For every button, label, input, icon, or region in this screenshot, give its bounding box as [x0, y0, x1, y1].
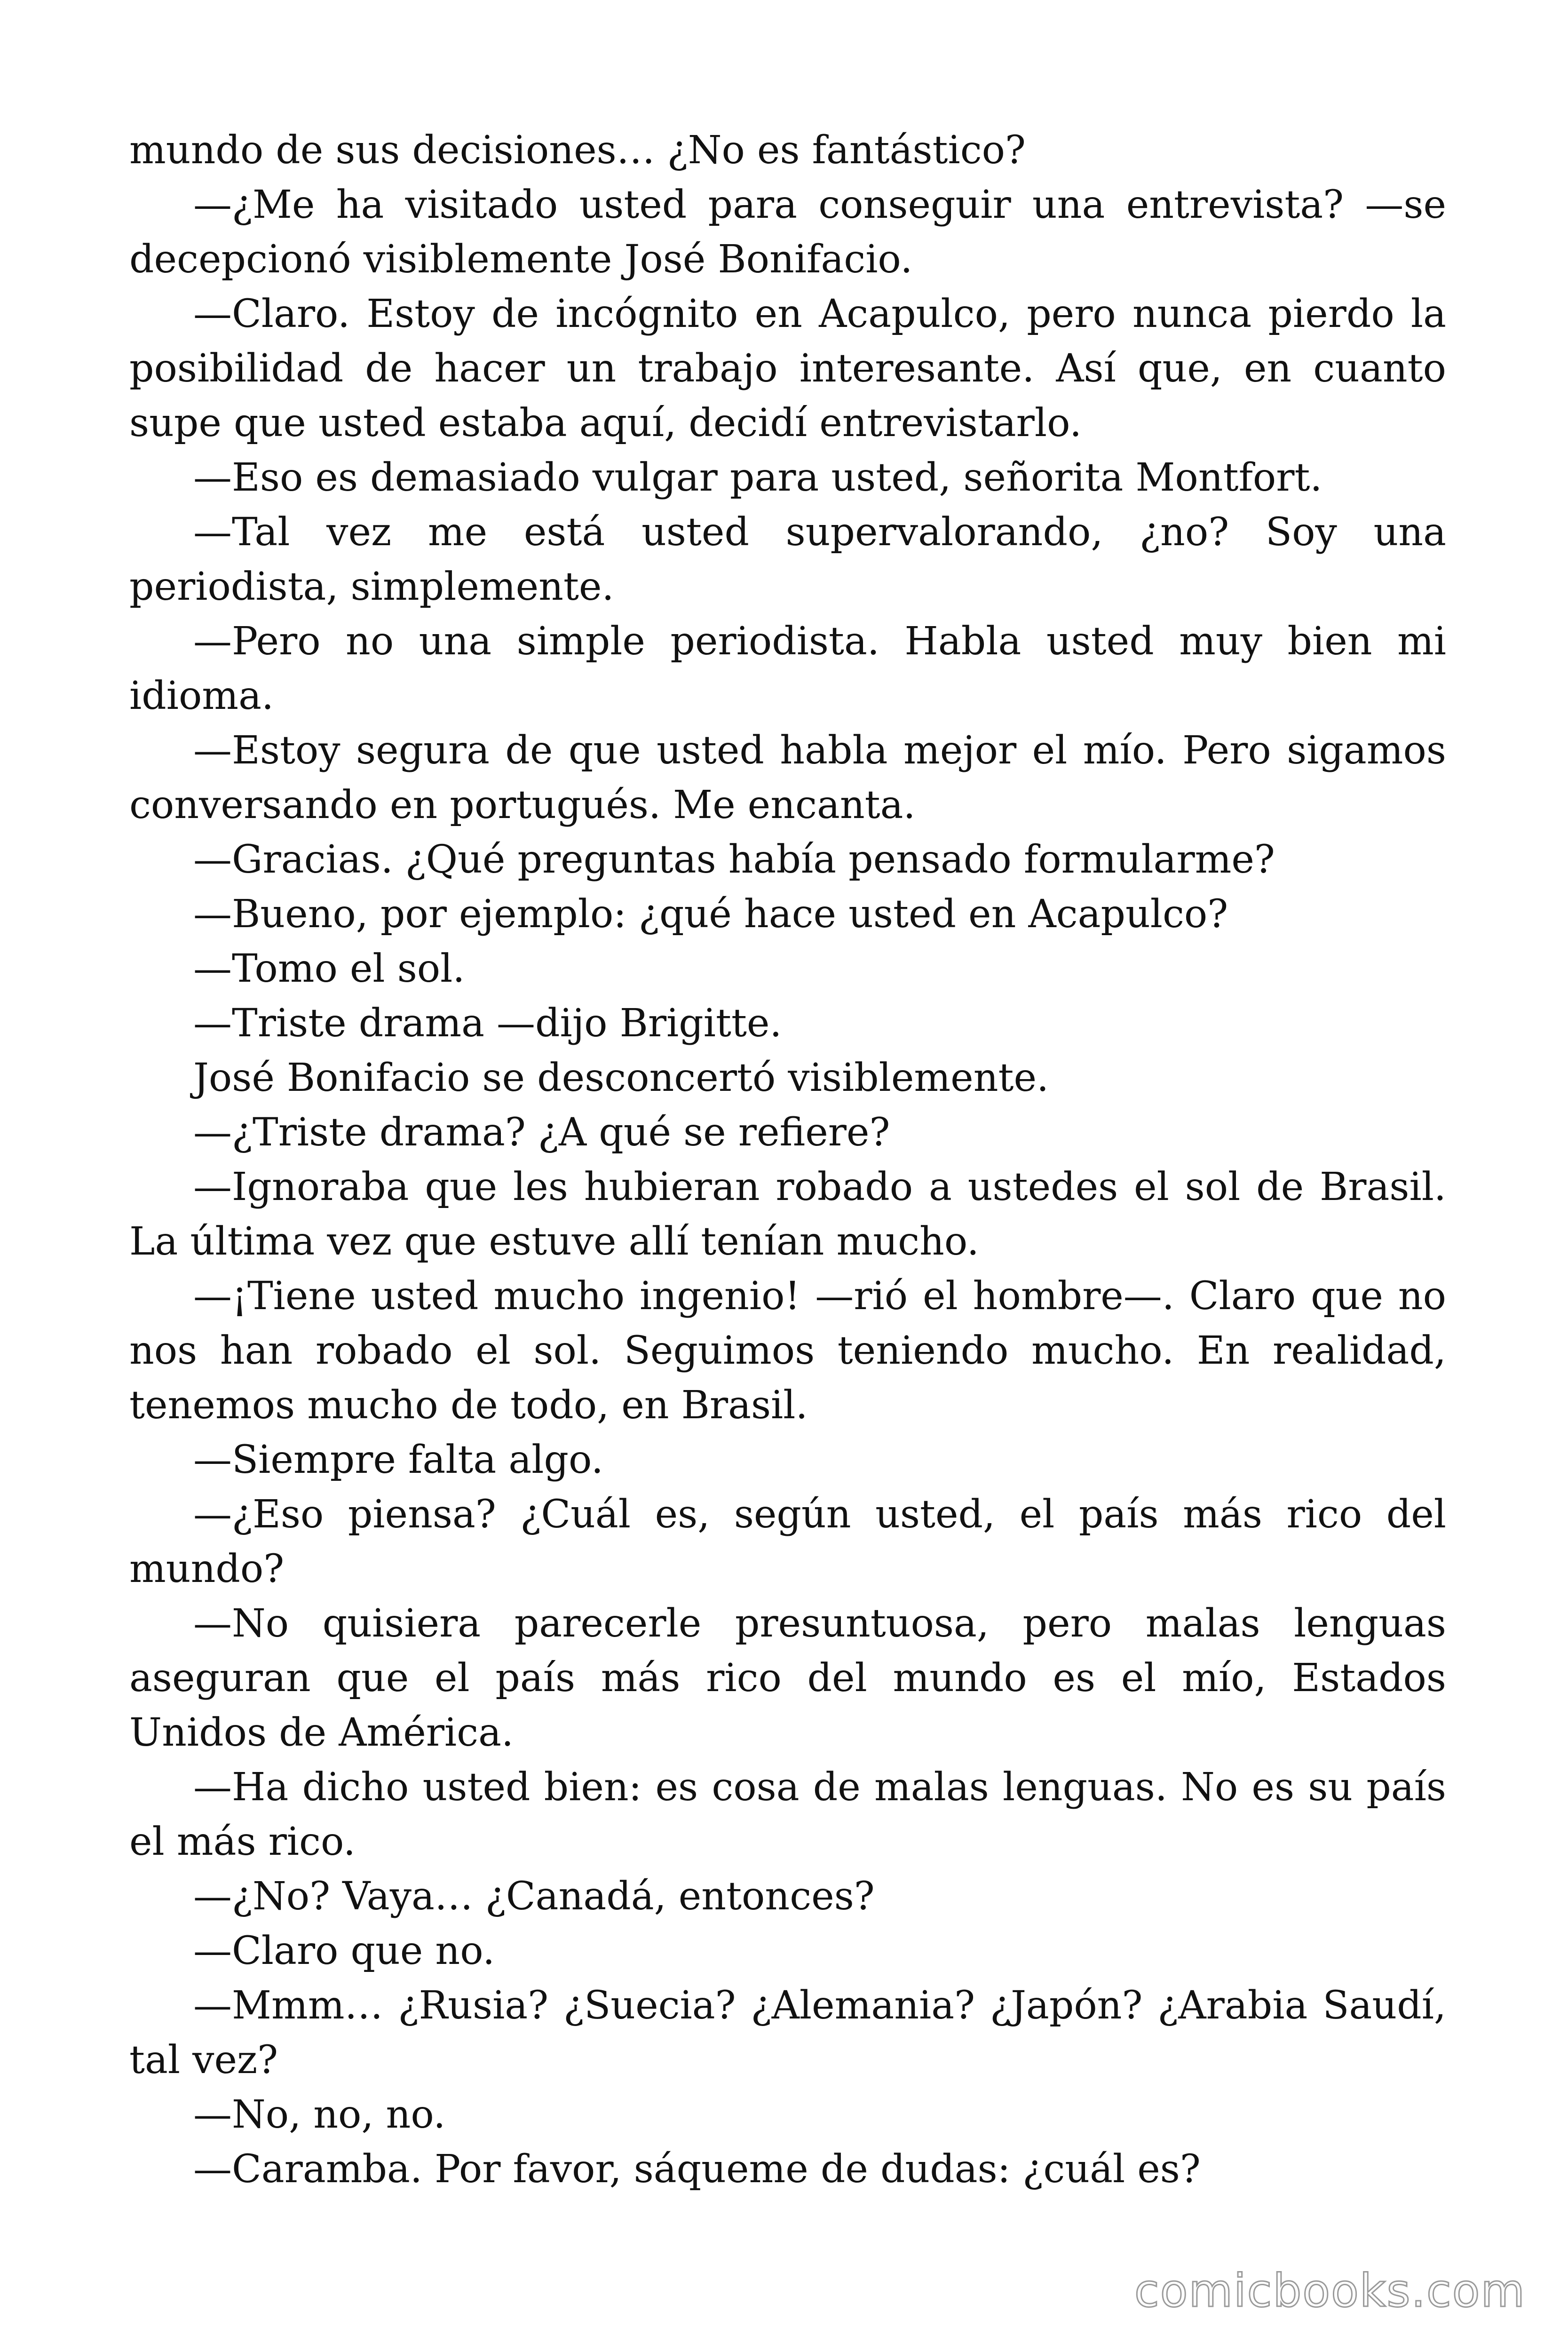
paragraph: José Bonifacio se desconcertó visiblemente.: [193, 1056, 1049, 1100]
paragraph: —Gracias. ¿Qué preguntas había pensado formularme?: [193, 837, 1275, 882]
paragraph: —¿Eso piensa? ¿Cuál es, según usted, el país más rico del mundo?: [129, 1492, 1446, 1591]
paragraph: —Claro que no.: [193, 1929, 495, 1973]
paragraph: —¿Triste drama? ¿A qué se refiere?: [193, 1110, 890, 1155]
paragraph: —Ignoraba que les hubieran robado a ustedes el sol de Brasil. La última vez que estuve allí tenían mucho.: [129, 1165, 1446, 1264]
paragraph: —Bueno, por ejemplo: ¿qué hace usted en Acapulco?: [193, 892, 1228, 937]
watermark: comicbooks.com: [1134, 2265, 1526, 2317]
paragraph: —Claro. Estoy de incógnito en Acapulco, pero nunca pierdo la posibilidad de hacer un trabajo interesante. Así que, en cuanto supe que usted estaba aquí, decidí entrevistarlo.: [129, 292, 1446, 445]
paragraph: —Tomo el sol.: [193, 946, 465, 991]
paragraph: —Siempre falta algo.: [193, 1438, 603, 1482]
paragraph: —No, no, no.: [193, 2092, 446, 2137]
paragraph: —Tal vez me está usted supervalorando, ¿no? Soy una periodista, simplemente.: [129, 510, 1446, 609]
paragraph: —¿Me ha visitado usted para conseguir una entrevista? —se decepcionó visiblemente José Bonifacio.: [129, 183, 1446, 282]
paragraph: —Pero no una simple periodista. Habla usted muy bien mi idioma.: [129, 619, 1446, 718]
paragraph: —Triste drama —dijo Brigitte.: [193, 1001, 782, 1046]
paragraph: —¡Tiene usted mucho ingenio! —rió el hombre—. Claro que no nos han robado el sol. Seguimos teniendo mucho. En realidad, tenemos mucho de todo, en Brasil.: [129, 1274, 1446, 1428]
paragraph: —Mmm… ¿Rusia? ¿Suecia? ¿Alemania? ¿Japón? ¿Arabia Saudí, tal vez?: [129, 1983, 1446, 2082]
paragraph: —Ha dicho usted bien: es cosa de malas lenguas. No es su país el más rico.: [129, 1765, 1446, 1864]
paragraph: —Estoy segura de que usted habla mejor el mío. Pero sigamos conversando en portugués. Me encanta.: [129, 728, 1446, 827]
paragraph: —No quisiera parecerle presuntuosa, pero malas lenguas aseguran que el país más rico del mundo es el mío, Estados Unidos de América.: [129, 1601, 1446, 1755]
paragraph: —Caramba. Por favor, sáqueme de dudas: ¿cuál es?: [193, 2147, 1201, 2192]
paragraph: mundo de sus decisiones… ¿No es fantástico?: [129, 128, 1026, 173]
book-page-text: [129, 123, 1446, 2197]
paragraph: —¿No? Vaya… ¿Canadá, entonces?: [193, 1874, 875, 1919]
paragraph: —Eso es demasiado vulgar para usted, señorita Montfort.: [193, 455, 1323, 500]
